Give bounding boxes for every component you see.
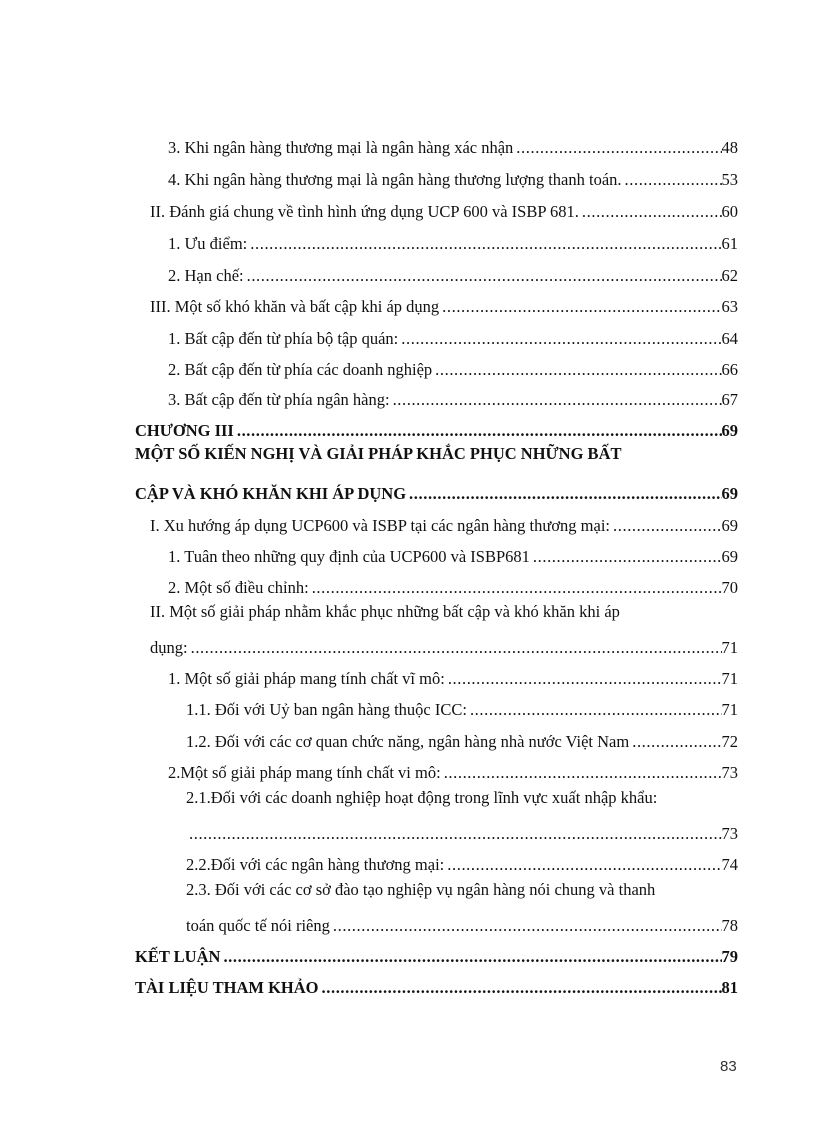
toc-chapter-entry[interactable]: [135, 474, 738, 504]
toc-page-number: 61: [721, 234, 738, 253]
toc-page-number: 81: [721, 978, 738, 997]
toc-entry-title: toán quốc tế nói riêng: [186, 916, 330, 935]
toc-page-number: 66: [721, 360, 738, 379]
toc-chapter-entry[interactable]: [135, 937, 738, 967]
toc-entry[interactable]: [168, 537, 738, 567]
toc-page-number: 62: [721, 266, 738, 285]
toc-entry-title: 3. Bất cập đến từ phía ngân hàng:: [168, 390, 390, 409]
toc-entry[interactable]: [186, 845, 738, 875]
toc-entry-title: I. Xu hướng áp dụng UCP600 và ISBP tại các ngân hàng thương mại:: [150, 516, 611, 535]
toc-leader: [448, 669, 722, 689]
toc-page-number: 70: [721, 578, 738, 597]
toc-entry[interactable]: [168, 753, 738, 783]
toc-leader: [250, 234, 721, 254]
toc-leader: [237, 421, 722, 441]
toc-entry[interactable]: [168, 568, 738, 598]
toc-leader: [516, 138, 721, 158]
toc-chapter-entry[interactable]: [135, 411, 738, 441]
toc-entry-title: 2. Hạn chế:: [168, 266, 244, 285]
toc-entry-title: 1. Tuân theo những quy định của UCP600 và ISBP681: [168, 547, 530, 566]
toc-entry-title: 2.Một số giải pháp mang tính chất vi mô:: [168, 763, 441, 782]
toc-page-number: 74: [721, 855, 738, 874]
toc-leader: [444, 763, 722, 783]
toc-leader: [533, 547, 722, 567]
toc-entry[interactable]: [168, 319, 738, 349]
toc-page-number: 64: [721, 329, 738, 348]
toc-page-number: 48: [721, 138, 738, 157]
toc-entry[interactable]: [168, 128, 738, 158]
toc-entry-title: KẾT LUẬN: [135, 947, 221, 966]
toc-entry[interactable]: [186, 814, 738, 844]
toc-page-number: 67: [721, 390, 738, 409]
toc-leader: [442, 297, 721, 317]
toc-leader: [401, 329, 721, 349]
toc-leader: [582, 202, 722, 222]
toc-entry-title: 1.2. Đối với các cơ quan chức năng, ngân hàng nhà nước Việt Nam: [186, 732, 630, 751]
toc-entry[interactable]: [168, 160, 738, 190]
toc-page-number: 78: [721, 916, 738, 935]
toc-entry[interactable]: [186, 722, 738, 752]
toc-page-number: 69: [721, 421, 738, 440]
toc-chapter-entry[interactable]: [135, 968, 738, 998]
toc-entry-title: 1. Ưu điểm:: [168, 234, 248, 253]
toc-entry-title: II. Đánh giá chung về tình hình ứng dụng UCP 600 và ISBP 681.: [150, 202, 579, 221]
page-number: 83: [720, 1058, 737, 1075]
toc-leader: [613, 516, 721, 536]
toc-page-number: 69: [721, 484, 738, 503]
toc-leader: [409, 484, 721, 504]
toc-entry[interactable]: [150, 287, 738, 317]
toc-leader: [191, 638, 722, 658]
toc-entry-title: 1. Bất cập đến từ phía bộ tập quán:: [168, 329, 399, 348]
toc-leader: [393, 390, 722, 410]
toc-entry[interactable]: [168, 256, 738, 286]
toc-entry-title: 2. Một số điều chỉnh:: [168, 578, 309, 597]
toc-entry-wrapped-line[interactable]: 2.3. Đối với các cơ sở đào tạo nghiệp vụ ngân hàng nói chung và thanh: [186, 880, 656, 899]
toc-leader: [189, 824, 722, 844]
toc-leader: [447, 855, 721, 875]
toc-page-number: 60: [721, 202, 738, 221]
toc-entry-title: CHƯƠNG III: [135, 421, 234, 440]
toc-page-number: 79: [721, 947, 738, 966]
toc-leader: [625, 170, 722, 190]
toc-page-number: 53: [721, 170, 738, 189]
toc-entry-title: CẬP VÀ KHÓ KHĂN KHI ÁP DỤNG: [135, 484, 407, 503]
toc-entry[interactable]: [168, 380, 738, 410]
toc-entry-title: 1. Một số giải pháp mang tính chất vĩ mô:: [168, 669, 445, 688]
toc-page-number: 71: [721, 669, 738, 688]
toc-leader: [435, 360, 721, 380]
toc-entry-wrapped-line[interactable]: II. Một số giải pháp nhằm khắc phục những bất cập và khó khăn khi áp: [150, 602, 620, 621]
toc-entry-title: dụng:: [150, 638, 188, 657]
toc-page-number: 71: [721, 700, 738, 719]
toc-entry[interactable]: [168, 350, 738, 380]
toc-entry-wrapped-line[interactable]: 2.1.Đối với các doanh nghiệp hoạt động trong lĩnh vực xuất nhập khẩu:: [186, 788, 658, 807]
toc-leader: [312, 578, 722, 598]
toc-leader: [247, 266, 722, 286]
toc-page-number: 73: [721, 763, 738, 782]
toc-leader: [223, 947, 721, 967]
toc-entry-title: 4. Khi ngân hàng thương mại là ngân hàng thương lượng thanh toán.: [168, 170, 622, 189]
toc-page-number: 71: [721, 638, 738, 657]
toc-entry[interactable]: [150, 506, 738, 536]
toc-page-number: 69: [721, 516, 738, 535]
toc-page-number: 63: [721, 297, 738, 316]
toc-leader: [470, 700, 722, 720]
toc-entry-title: 1.1. Đối với Uỷ ban ngân hàng thuộc ICC:: [186, 700, 467, 719]
toc-entry[interactable]: [150, 192, 738, 222]
toc-entry[interactable]: [168, 224, 738, 254]
toc-chapter-title-line[interactable]: MỘT SỐ KIẾN NGHỊ VÀ GIẢI PHÁP KHẮC PHỤC NHỮNG BẤT: [135, 444, 622, 463]
toc-leader: [333, 916, 722, 936]
toc-page-number: 72: [721, 732, 738, 751]
toc-entry-title: 2.2.Đối với các ngân hàng thương mại:: [186, 855, 445, 874]
toc-entry-title: III. Một số khó khăn và bất cập khi áp dụng: [150, 297, 440, 316]
toc-entry-title: 2. Bất cập đến từ phía các doanh nghiệp: [168, 360, 433, 379]
toc-leader: [322, 978, 722, 998]
toc-entry[interactable]: [186, 906, 738, 936]
toc-entry-title: 3. Khi ngân hàng thương mại là ngân hàng xác nhận: [168, 138, 514, 157]
toc-entry[interactable]: [150, 628, 738, 658]
toc-leader: [632, 732, 721, 752]
toc-entry-title: TÀI LIỆU THAM KHẢO: [135, 978, 319, 997]
toc-page-number: 73: [721, 824, 738, 843]
toc-entry[interactable]: [168, 659, 738, 689]
toc-page-number: 69: [721, 547, 738, 566]
toc-entry[interactable]: [186, 690, 738, 720]
